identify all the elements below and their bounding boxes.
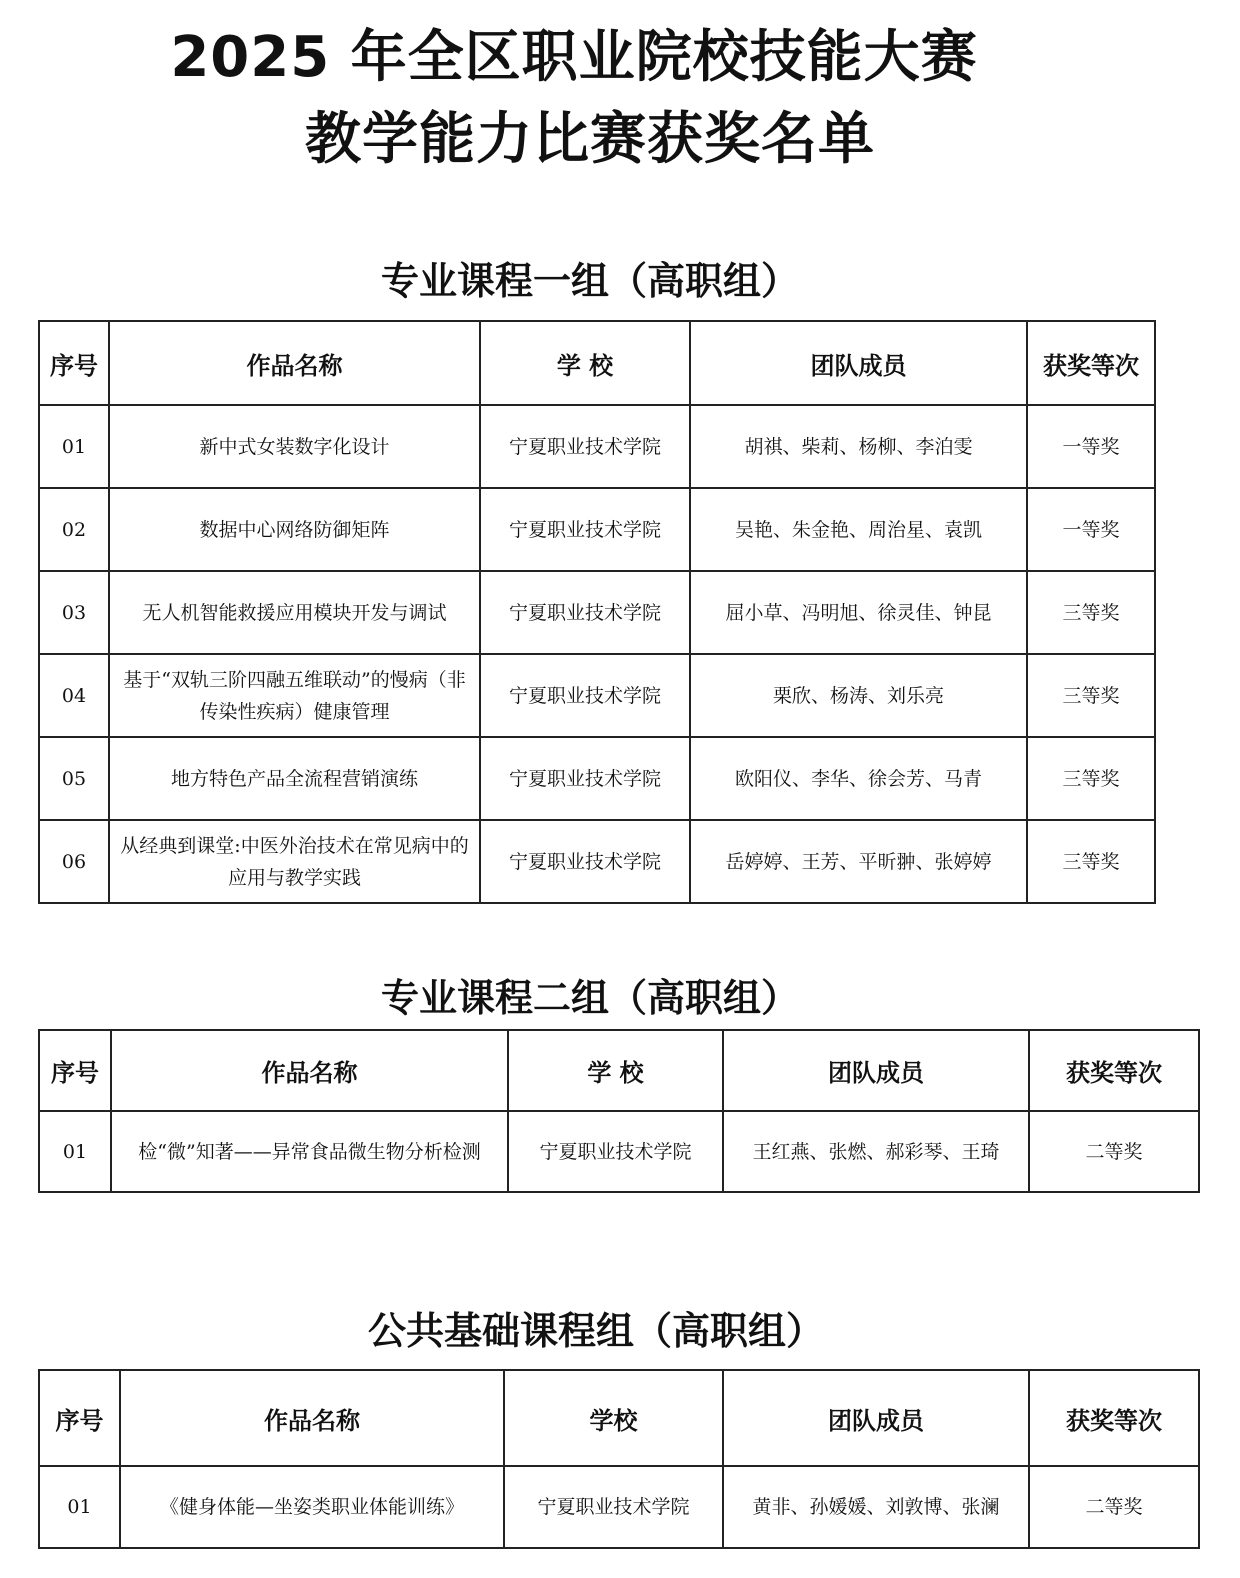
column-header-award: 获奖等次 <box>1029 1030 1199 1111</box>
column-header-members: 团队成员 <box>690 321 1027 405</box>
cell-no: 01 <box>39 1111 111 1192</box>
cell-no: 05 <box>39 737 109 820</box>
cell-members: 吴艳、朱金艳、周治星、袁凯 <box>690 488 1027 571</box>
cell-award: 二等奖 <box>1029 1466 1199 1548</box>
table-row <box>39 1111 1199 1192</box>
cell-members: 栗欣、杨涛、刘乐亮 <box>690 654 1027 737</box>
awards-table-1 <box>38 320 1156 904</box>
cell-no: 01 <box>39 405 109 488</box>
column-header-school: 学 校 <box>508 1030 723 1111</box>
cell-school: 宁夏职业技术学院 <box>480 571 690 654</box>
cell-work: 《健身体能—坐姿类职业体能训练》 <box>120 1466 504 1548</box>
cell-work: 数据中心网络防御矩阵 <box>109 488 480 571</box>
column-header-members: 团队成员 <box>723 1370 1029 1466</box>
cell-work: 基于“双轨三阶四融五维联动”的慢病（非传染性疾病）健康管理 <box>109 654 480 737</box>
cell-work: 新中式女装数字化设计 <box>109 405 480 488</box>
cell-members: 胡祺、柴莉、杨柳、李泊雯 <box>690 405 1027 488</box>
cell-school: 宁夏职业技术学院 <box>508 1111 723 1192</box>
cell-award: 三等奖 <box>1027 654 1155 737</box>
cell-no: 01 <box>39 1466 120 1548</box>
table-row <box>39 820 1155 903</box>
cell-award: 三等奖 <box>1027 571 1155 654</box>
table-row <box>39 654 1155 737</box>
document-title-line2: 教学能力比赛获奖名单 <box>305 107 875 172</box>
column-header-no: 序号 <box>39 321 109 405</box>
cell-award: 三等奖 <box>1027 820 1155 903</box>
cell-work: 地方特色产品全流程营销演练 <box>109 737 480 820</box>
cell-award: 三等奖 <box>1027 737 1155 820</box>
cell-award: 一等奖 <box>1027 488 1155 571</box>
cell-school: 宁夏职业技术学院 <box>480 405 690 488</box>
cell-school: 宁夏职业技术学院 <box>504 1466 723 1548</box>
column-header-school: 学 校 <box>480 321 690 405</box>
column-header-award: 获奖等次 <box>1029 1370 1199 1466</box>
column-header-no: 序号 <box>39 1370 120 1466</box>
cell-school: 宁夏职业技术学院 <box>480 654 690 737</box>
column-header-no: 序号 <box>39 1030 111 1111</box>
table-header-row <box>39 1030 1199 1111</box>
cell-award: 二等奖 <box>1029 1111 1199 1192</box>
table-header-row <box>39 1370 1199 1466</box>
cell-school: 宁夏职业技术学院 <box>480 820 690 903</box>
cell-no: 06 <box>39 820 109 903</box>
cell-work: 无人机智能救援应用模块开发与调试 <box>109 571 480 654</box>
cell-work: 检“微”知著——异常食品微生物分析检测 <box>111 1111 508 1192</box>
table-row <box>39 571 1155 654</box>
cell-members: 岳婷婷、王芳、平昕翀、张婷婷 <box>690 820 1027 903</box>
awards-table-2 <box>38 1029 1200 1193</box>
table-row <box>39 488 1155 571</box>
cell-members: 黄非、孙媛媛、刘敦博、张澜 <box>723 1466 1029 1548</box>
section-heading-3: 公共基础课程组（高职组） <box>367 1309 824 1353</box>
cell-school: 宁夏职业技术学院 <box>480 737 690 820</box>
cell-members: 王红燕、张燃、郝彩琴、王琦 <box>723 1111 1029 1192</box>
table-row <box>39 405 1155 488</box>
section-heading-2: 专业课程二组（高职组） <box>380 976 799 1020</box>
document-title-line1: 2025 年全区职业院校技能大赛 <box>170 25 978 90</box>
cell-work: 从经典到课堂:中医外治技术在常见病中的应用与教学实践 <box>109 820 480 903</box>
table-header-row <box>39 321 1155 405</box>
column-header-members: 团队成员 <box>723 1030 1029 1111</box>
column-header-school: 学校 <box>504 1370 723 1466</box>
table-row <box>39 737 1155 820</box>
cell-school: 宁夏职业技术学院 <box>480 488 690 571</box>
cell-no: 03 <box>39 571 109 654</box>
section-heading-1: 专业课程一组（高职组） <box>380 259 799 303</box>
table-row <box>39 1466 1199 1548</box>
column-header-work: 作品名称 <box>120 1370 504 1466</box>
awards-table-3 <box>38 1369 1200 1549</box>
cell-no: 02 <box>39 488 109 571</box>
cell-no: 04 <box>39 654 109 737</box>
column-header-work: 作品名称 <box>109 321 480 405</box>
column-header-work: 作品名称 <box>111 1030 508 1111</box>
column-header-award: 获奖等次 <box>1027 321 1155 405</box>
cell-award: 一等奖 <box>1027 405 1155 488</box>
cell-members: 欧阳仪、李华、徐会芳、马青 <box>690 737 1027 820</box>
cell-members: 屈小草、冯明旭、徐灵佳、钟昆 <box>690 571 1027 654</box>
